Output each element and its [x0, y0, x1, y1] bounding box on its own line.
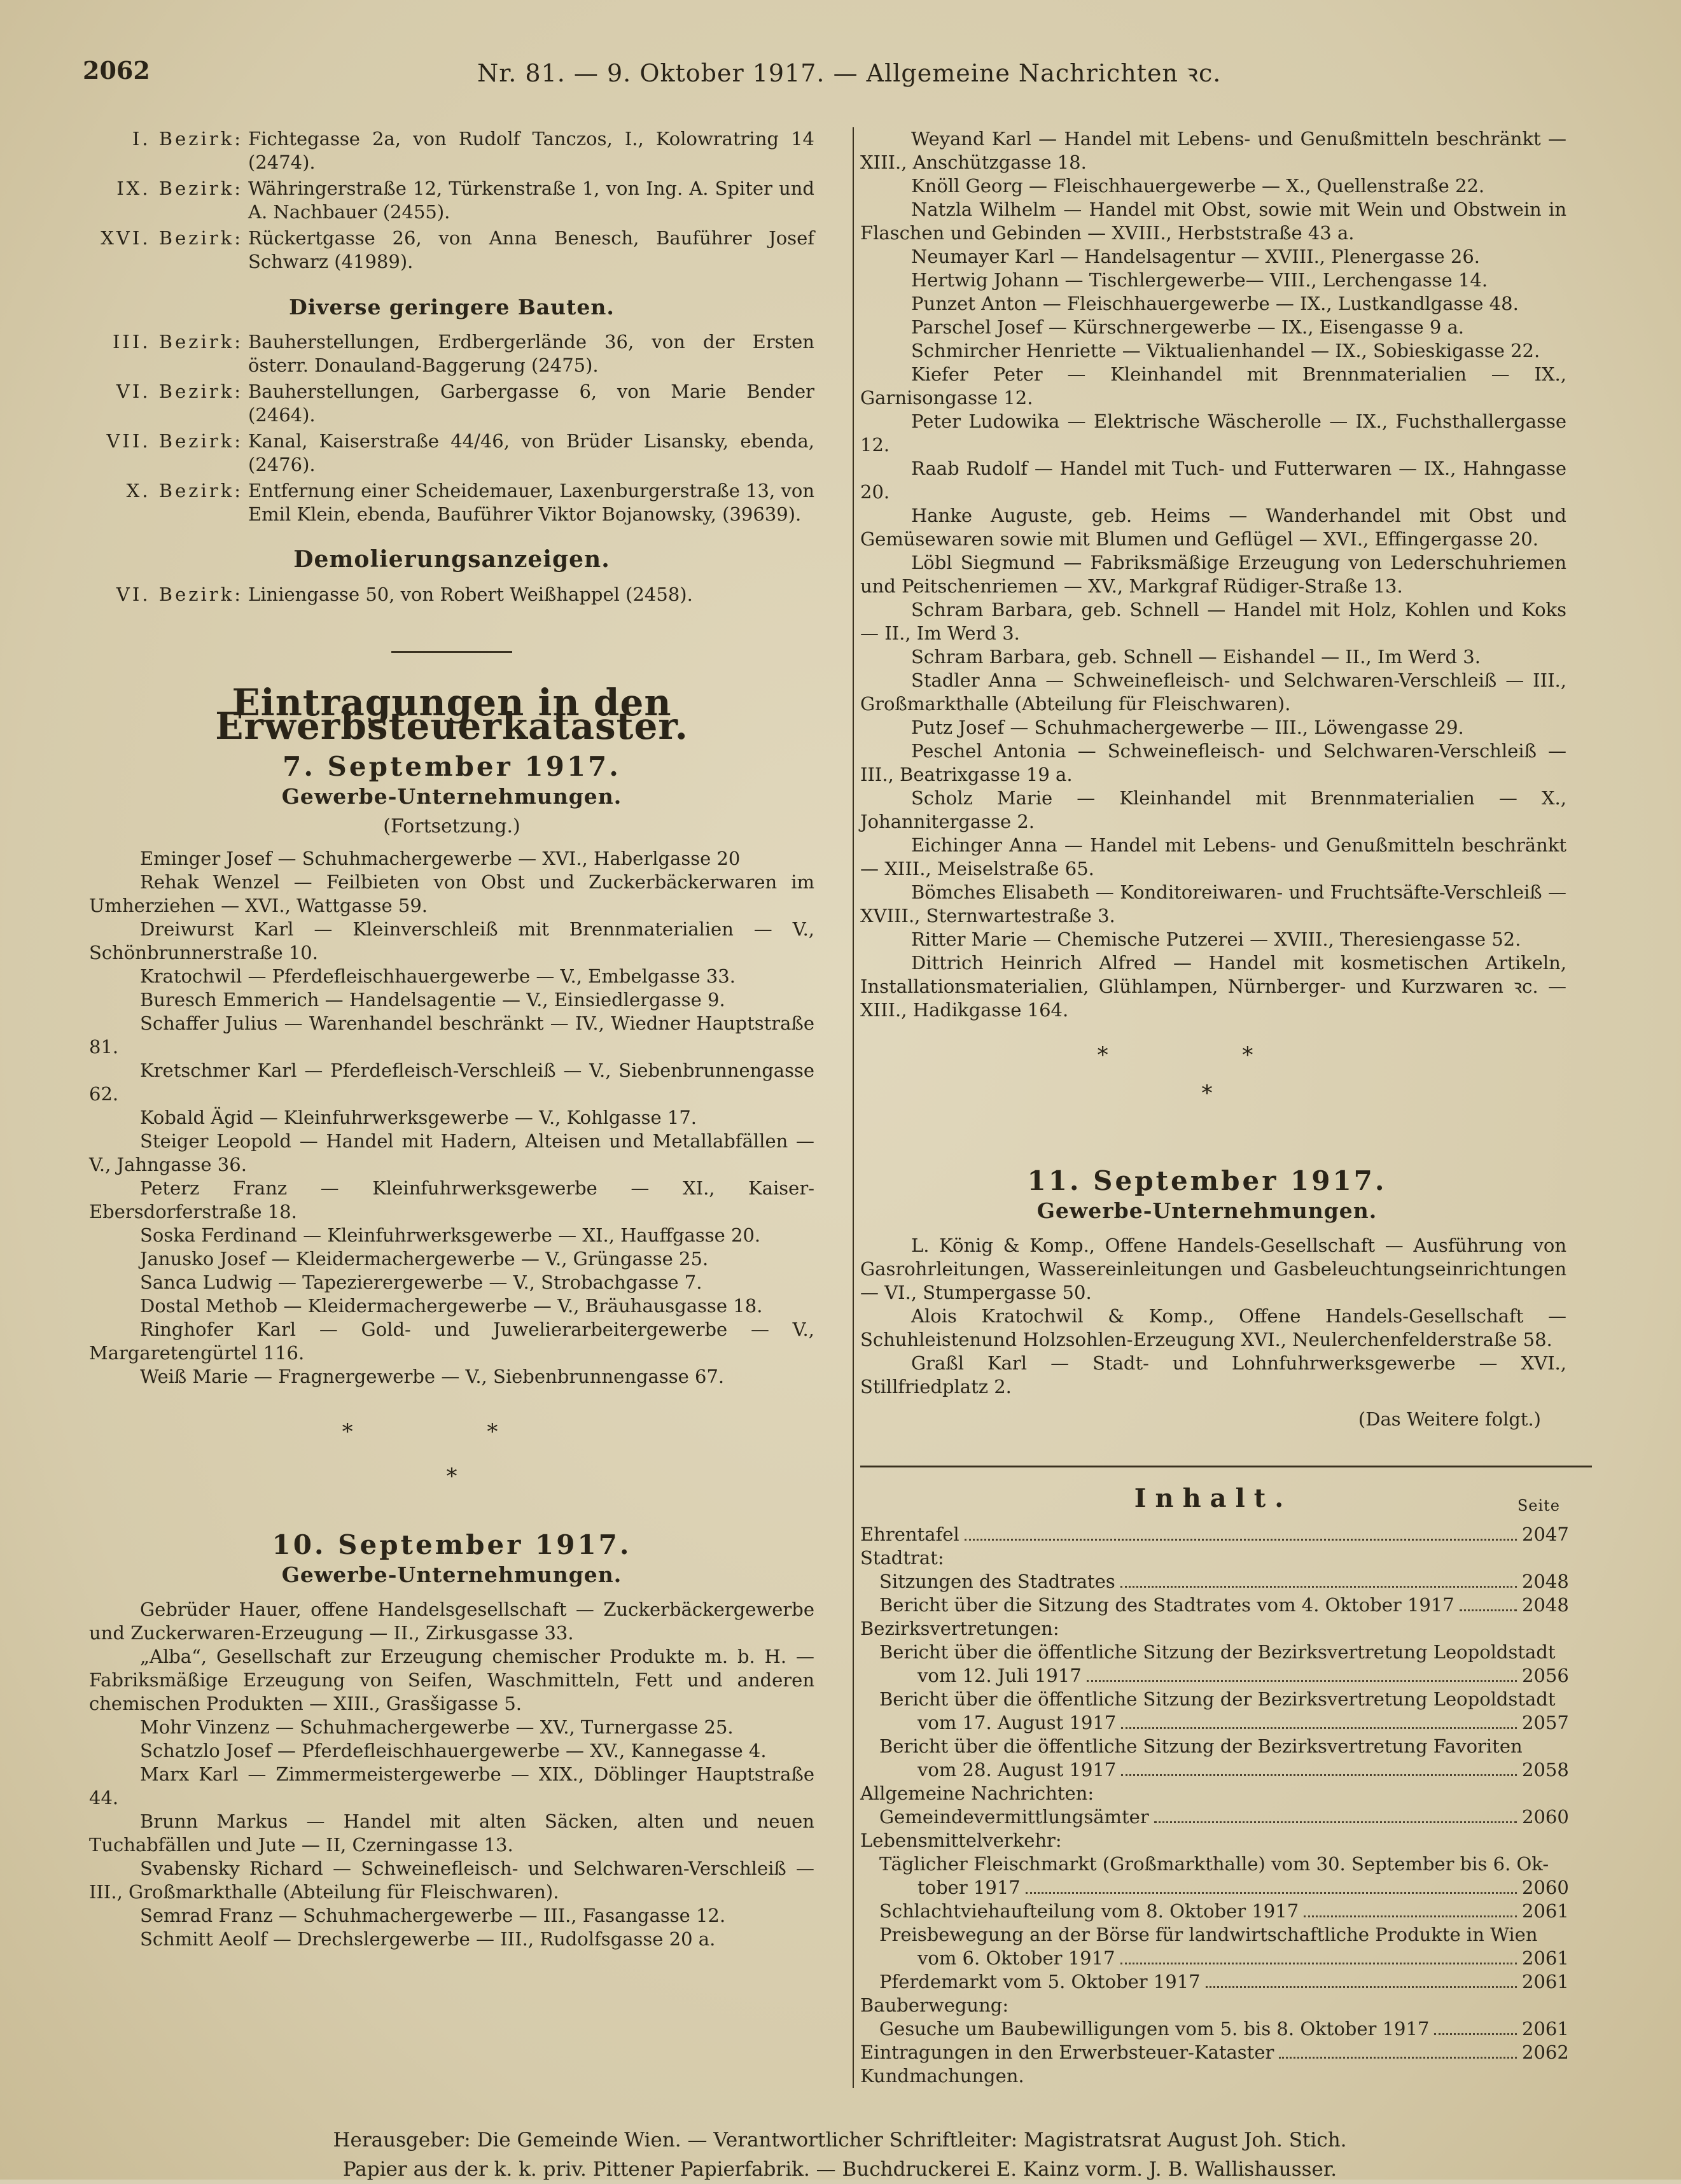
- leader-dots: [1121, 1727, 1517, 1729]
- register-entry: Weyand Karl — Handel mit Lebens- und Genußmitteln beschränkt — XIII., Anschützgasse 18.: [860, 128, 1566, 173]
- contents-entry: [860, 2041, 1569, 2064]
- contents-entry-text: Kundmachungen.: [860, 2065, 1024, 2087]
- contents-entry: [860, 2017, 1569, 2041]
- register-entry: Schatzlo Josef — Pferdefleischhauergewerbe — XV., Kannegasse 4.: [140, 1740, 767, 1761]
- page-header: [83, 56, 1597, 94]
- register-entry: Natzla Wilhelm — Handel mit Obst, sowie mit Wein und Obstwein in Flaschen und Gebinden — XVIII., Herbststraße 43 a.: [860, 199, 1566, 244]
- leader-dots: [965, 1539, 1517, 1541]
- contents-entry: [860, 1523, 1569, 1546]
- register-entry: Kiefer Peter — Kleinhandel mit Brennmaterialien — IX., Garnisongasse 12.: [860, 363, 1566, 409]
- district-label: XVI. Bezirk:: [101, 227, 243, 249]
- sept-7-list: [89, 847, 814, 1389]
- district-entry: [89, 227, 814, 274]
- district-entry: [89, 479, 814, 526]
- register-entry: Steiger Leopold — Handel mit Hadern, Alteisen und Metallabfällen — V., Jahngasse 36.: [89, 1130, 814, 1175]
- register-entry: Dreiwurst Karl — Kleinverschleiß mit Brennmaterialien — V., Schönbrunnerstraße 10.: [89, 918, 814, 963]
- leader-dots: [1087, 1680, 1517, 1682]
- register-entry: Löbl Siegmund — Fabriksmäßige Erzeugung von Lederschuhriemen und Peitschenriemen — XV., Markgraf Rüdiger-Straße 13.: [860, 552, 1566, 597]
- leader-dots: [1304, 1915, 1517, 1917]
- contents-divider: [860, 1466, 1592, 1467]
- district-label: VII. Bezirk:: [106, 430, 243, 452]
- contents-page-number: 2057: [1522, 1712, 1569, 1733]
- register-entry: Dittrich Heinrich Alfred — Handel mit kosmetischen Artikeln, Installationsmaterialien, Glühlampen, Nürnberger- und Kurzwaren ꝛc. — XIII., Hadikgasse 164.: [860, 952, 1566, 1021]
- contents-entry: [860, 1617, 1566, 1641]
- contents-entry-text: Stadtrat:: [860, 1547, 944, 1569]
- register-entry: Peschel Antonia — Schweinefleisch- und Selchwaren-Verschleiß — III., Beatrixgasse 19 a.: [860, 740, 1566, 785]
- contents-page-number: 2061: [1522, 2018, 1569, 2040]
- contents-entry: [860, 1805, 1569, 1829]
- table-of-contents: [847, 1483, 1569, 2088]
- contents-entry-text: Bericht über die öffentliche Sitzung der Bezirksvertretung Leopoldstadt: [879, 1688, 1556, 1710]
- district-text: Liniengasse 50, von Robert Weißhappel (2458).: [248, 584, 693, 605]
- date-heading-sept-11: 11. September 1917.: [1027, 1165, 1387, 1196]
- leader-dots: [1154, 1821, 1517, 1823]
- register-entry: Parschel Josef — Kürschnergewerbe — IX., Eisengasse 9 a.: [911, 316, 1465, 338]
- register-entry: Raab Rudolf — Handel mit Tuch- und Futterwaren — IX., Hahngasse 20.: [860, 458, 1566, 503]
- leader-dots: [1434, 2033, 1517, 2035]
- sept-11-list: [847, 1234, 1566, 1399]
- demolition-heading: Demolierungsanzeigen.: [293, 546, 610, 573]
- contents-list: [860, 1523, 1569, 2088]
- register-entry: Brunn Markus — Handel mit alten Säcken, alten und neuen Tuchabfällen und Jute — II, Czerningasse 13.: [89, 1810, 814, 1856]
- district-text: Währingerstraße 12, Türkenstraße 1, von Ing. A. Spiter und A. Nachbauer (2455).: [248, 178, 814, 223]
- contents-entry-continuation: vom 17. August 1917: [917, 1712, 1117, 1733]
- contents-page-number: 2061: [1522, 1900, 1569, 1922]
- register-entry: Ringhofer Karl — Gold- und Juwelierarbeitergewerbe — V., Margaretengürtel 116.: [89, 1319, 814, 1364]
- contents-entry-text: Eintragungen in den Erwerbsteuer-Kataster: [860, 2041, 1274, 2063]
- contents-entry-text: Gesuche um Baubewilligungen vom 5. bis 8. Oktober 1917: [879, 2018, 1430, 2040]
- register-entry: Janusko Josef — Kleidermachergewerbe — V., Grüngasse 25.: [140, 1248, 709, 1270]
- district-label: III. Bezirk:: [112, 331, 243, 353]
- section-rule: [391, 651, 512, 653]
- contents-page-number: 2060: [1522, 1877, 1569, 1898]
- district-text: Bauherstellungen, Garbergasse 6, von Marie Bender (2464).: [248, 381, 814, 426]
- contents-page-number: 2048: [1522, 1594, 1569, 1616]
- contents-page-number: 2062: [1522, 2041, 1569, 2063]
- leader-dots: [1460, 1609, 1517, 1611]
- register-entry: Scholz Marie — Kleinhandel mit Brennmaterialien — X., Johannitergasse 2.: [860, 787, 1566, 832]
- register-entry: Hanke Auguste, geb. Heims — Wanderhandel mit Obst und Gemüsewaren sowie mit Blumen und Geflügel — XVI., Effingergasse 20.: [860, 505, 1566, 550]
- contents-page-label: Seite: [1517, 1497, 1560, 1515]
- register-entry: Eichinger Anna — Handel mit Lebens- und Genußmitteln beschränkt — XIII., Meiselstraße 65.: [860, 834, 1566, 879]
- register-entry: Marx Karl — Zimmermeistergewerbe — XIX., Döblinger Hauptstraße 44.: [89, 1763, 814, 1809]
- leader-dots: [1121, 1774, 1517, 1776]
- contents-entry-text: Bezirksvertretungen:: [860, 1618, 1059, 1639]
- separator-stars-right: * *: [1097, 1042, 1317, 1068]
- business-heading-sept-7: Gewerbe-Unternehmungen.: [281, 784, 622, 809]
- contents-entry-text: Gemeindevermittlungsämter: [879, 1806, 1149, 1828]
- district-label: IX. Bezirk:: [116, 178, 243, 199]
- register-entry: Gebrüder Hauer, offene Handelsgesellschaft — Zuckerbäckergewerbe und Zuckerwaren-Erzeugung — II., Zirkusgasse 33.: [89, 1599, 814, 1644]
- left-column: [89, 127, 814, 1951]
- contents-entry-continuation: vom 6. Oktober 1917: [917, 1947, 1115, 1969]
- contents-entry-text: Allgemeine Nachrichten:: [860, 1782, 1094, 1804]
- register-entry: Knöll Georg — Fleischhauergewerbe — X., Quellenstraße 22.: [911, 175, 1485, 197]
- sept-10-continued-list: [847, 127, 1566, 1022]
- district-label: I. Bezirk:: [132, 128, 243, 150]
- register-entry: Soska Ferdinand — Kleinfuhrwerksgewerbe — XI., Hauffgasse 20.: [140, 1224, 761, 1246]
- minor-buildings-heading: Diverse geringere Bauten.: [289, 295, 615, 319]
- register-entry: Schram Barbara, geb. Schnell — Eishandel — II., Im Werd 3.: [911, 646, 1481, 668]
- contents-page-number: 2048: [1522, 1571, 1569, 1592]
- district-text: Bauherstellungen, Erdbergerlände 36, von der Ersten österr. Donauland-Baggerung (2475).: [248, 331, 814, 376]
- page-number: 2062: [83, 56, 150, 85]
- district-text: Fichtegasse 2a, von Rudolf Tanczos, I., Kolowratring 14 (2474).: [248, 128, 814, 173]
- contents-entry-text: Schlachtviehaufteilung vom 8. Oktober 1917: [879, 1900, 1299, 1922]
- contents-page-number: 2060: [1522, 1806, 1569, 1828]
- district-entry: [89, 127, 814, 174]
- register-entry: Sanca Ludwig — Tapezierergewerbe — V., Strobachgasse 7.: [140, 1271, 702, 1293]
- district-list: [89, 127, 814, 274]
- district-entry: [89, 430, 814, 477]
- contents-entry-continuation: vom 12. Juli 1917: [917, 1665, 1082, 1686]
- contents-entry-text: Pferdemarkt vom 5. Oktober 1917: [879, 1971, 1201, 1992]
- district-text: Rückertgasse 26, von Anna Benesch, Bauführer Josef Schwarz (41989).: [248, 227, 814, 272]
- contents-entry: [860, 1641, 1569, 1688]
- register-entry: Weiß Marie — Fragnergewerbe — V., Siebenbrunnengasse 67.: [140, 1366, 725, 1387]
- register-entry: Neumayer Karl — Handelsagentur — XVIII., Plenergasse 26.: [911, 246, 1481, 267]
- contents-entry: [860, 1970, 1569, 1994]
- register-entry: L. König & Komp., Offene Handels-Gesellschaft — Ausführung von Gasrohrleitungen, Wassereinleitungen und Gasbeleuchtungseinrichtungen — VI., Stumpergasse 50.: [860, 1235, 1566, 1303]
- register-entry: Dostal Methob — Kleidermachergewerbe — V., Bräuhausgasse 18.: [140, 1295, 763, 1317]
- contents-page-number: 2061: [1522, 1971, 1569, 1992]
- contents-title-text: Inhalt.: [1134, 1483, 1293, 1513]
- district-text: Kanal, Kaiserstraße 44/46, von Brüder Lisansky, ebenda, (2476).: [248, 430, 814, 475]
- continued-note: (Das Weitere folgt.): [1358, 1408, 1541, 1430]
- leader-dots: [1206, 1986, 1517, 1988]
- register-entry: Schmircher Henriette — Viktualienhandel — IX., Sobieskigasse 22.: [911, 340, 1540, 361]
- contents-entry-text: Lebensmittelverkehr:: [860, 1830, 1062, 1851]
- demolition-list: [89, 583, 814, 606]
- minor-buildings-list: [89, 330, 814, 526]
- register-entry: Rehak Wenzel — Feilbieten von Obst und Zuckerbäckerwaren im Umherziehen — XVI., Wattgasse 59.: [89, 871, 814, 916]
- contents-entry-text: Bericht über die öffentliche Sitzung der Bezirksvertretung Favoriten: [879, 1735, 1523, 1757]
- register-entry: Schaffer Julius — Warenhandel beschränkt — IV., Wiedner Hauptstraße 81.: [89, 1012, 814, 1058]
- tax-register-title: Eintragungen in den Erwerbsteuerkataster.: [215, 681, 688, 748]
- contents-entry: [860, 2064, 1566, 2088]
- sept-10-list: [89, 1598, 814, 1951]
- contents-entry: [860, 1994, 1566, 2017]
- leader-dots: [1120, 1963, 1517, 1964]
- register-entry: Schram Barbara, geb. Schnell — Handel mit Holz, Kohlen und Koks — II., Im Werd 3.: [860, 599, 1566, 644]
- right-column: [853, 127, 1569, 2088]
- register-entry: Hertwig Johann — Tischlergewerbe— VIII., Lerchengasse 14.: [911, 269, 1488, 291]
- district-entry: [89, 330, 814, 377]
- contents-page-number: 2056: [1522, 1665, 1569, 1686]
- business-heading-sept-11: Gewerbe-Unternehmungen.: [1036, 1198, 1378, 1223]
- register-entry: Kobald Ägid — Kleinfuhrwerksgewerbe — V., Kohlgasse 17.: [140, 1107, 697, 1128]
- district-label: VI. Bezirk:: [116, 584, 243, 605]
- contents-page-number: 2061: [1522, 1947, 1569, 1969]
- register-entry: „Alba“, Gesellschaft zur Erzeugung chemischer Produkte m. b. H. — Fabriksmäßige Erzeugung von Seifen, Waschmitteln, Fett und anderen chemischen Produkten — XIII., Grasšigasse 5.: [89, 1646, 814, 1714]
- contents-entry-text: Bericht über die öffentliche Sitzung der Bezirksvertretung Leopoldstadt: [879, 1641, 1556, 1663]
- contents-entry: [860, 1852, 1569, 1900]
- register-entry: Peter Ludowika — Elektrische Wäscherolle — IX., Fuchsthallergasse 12.: [860, 410, 1566, 456]
- page-title: Nr. 81. — 9. Oktober 1917. — Allgemeine Nachrichten ꝛc.: [477, 59, 1222, 87]
- register-entry: Mohr Vinzenz — Schuhmachergewerbe — XV., Turnergasse 25.: [140, 1716, 734, 1738]
- contents-entry: [860, 1570, 1569, 1593]
- register-entry: Kratochwil — Pferdefleischhauergewerbe — V., Embelgasse 33.: [140, 965, 736, 987]
- contents-entry-continuation: tober 1917: [917, 1877, 1021, 1898]
- contents-entry-text: Täglicher Fleischmarkt (Großmarkthalle) vom 30. September bis 6. Ok-: [879, 1853, 1549, 1875]
- contents-entry: [860, 1829, 1566, 1852]
- contents-title: [860, 1483, 1566, 1515]
- district-text: Entfernung einer Scheidemauer, Laxenburgerstraße 13, von Emil Klein, ebenda, Bauführer Viktor Bojanowsky, (39639).: [248, 480, 814, 525]
- register-entry: Graßl Karl — Stadt- und Lohnfuhrwerksgewerbe — XVI., Stillfriedplatz 2.: [860, 1352, 1566, 1397]
- register-entry: Stadler Anna — Schweinefleisch- und Selchwaren-Verschleiß — III., Großmarkthalle (Abteilung für Fleischwaren).: [860, 669, 1566, 715]
- register-entry: Semrad Franz — Schuhmachergewerbe — III., Fasangasse 12.: [140, 1905, 726, 1926]
- contents-entry: [860, 1782, 1566, 1805]
- contents-entry-text: Bericht über die Sitzung des Stadtrates vom 4. Oktober 1917: [879, 1594, 1454, 1616]
- date-heading-sept-10: 10. September 1917.: [272, 1529, 632, 1560]
- register-entry: Putz Josef — Schuhmachergewerbe — III., Löwengasse 29.: [911, 717, 1464, 738]
- leader-dots: [1026, 1892, 1517, 1894]
- contents-entry-text: Preisbewegung an der Börse für landwirtschaftliche Produkte in Wien: [879, 1924, 1538, 1945]
- business-heading-sept-10: Gewerbe-Unternehmungen.: [281, 1562, 622, 1587]
- register-entry: Alois Kratochwil & Komp., Offene Handels-Gesellschaft — Schuhleistenund Holzsohlen-Erzeugung XVI., Neulerchenfelderstraße 58.: [860, 1305, 1566, 1350]
- contents-entry: [860, 1923, 1569, 1970]
- contents-page-number: 2058: [1522, 1759, 1569, 1781]
- contents-entry-text: Sitzungen des Stadtrates: [879, 1571, 1115, 1592]
- register-entry: Bömches Elisabeth — Konditoreiwaren- und Fruchtsäfte-Verschleiß — XVIII., Sternwartestraße 3.: [860, 881, 1566, 927]
- register-entry: Svabensky Richard — Schweinefleisch- und Selchwaren-Verschleiß — III., Großmarkthalle (Abteilung für Fleischwaren).: [89, 1858, 814, 1903]
- register-entry: Peterz Franz — Kleinfuhrwerksgewerbe — XI., Kaiser-Ebersdorferstraße 18.: [89, 1177, 814, 1222]
- leader-dots: [1279, 2057, 1517, 2059]
- date-heading-sept-7: 7. September 1917.: [282, 751, 621, 782]
- district-label: VI. Bezirk:: [116, 381, 243, 402]
- register-entry: Buresch Emmerich — Handelsagentie — V., Einsiedlergasse 9.: [140, 989, 725, 1011]
- register-entry: Kretschmer Karl — Pferdefleisch-Verschleiß — V., Siebenbrunnengasse 62.: [89, 1060, 814, 1105]
- leader-dots: [1120, 1586, 1517, 1588]
- printer-line: Papier aus der k. k. priv. Pittener Papierfabrik. — Buchdruckerei E. Kainz vorm. J. B. Wallishausser.: [342, 2158, 1337, 2181]
- contents-entry-text: Ehrentafel: [860, 1523, 959, 1545]
- register-entry: Schmitt Aeolf — Drechslergewerbe — III., Rudolfsgasse 20 a.: [140, 1928, 716, 1950]
- contents-page-number: 2047: [1522, 1523, 1569, 1545]
- district-entry: [89, 380, 814, 427]
- register-entry: Ritter Marie — Chemische Putzerei — XVIII., Theresiengasse 52.: [911, 928, 1521, 950]
- contents-entry: [860, 1688, 1569, 1735]
- separator-stars: * *: [342, 1419, 562, 1445]
- contents-entry: [860, 1735, 1569, 1782]
- contents-entry-text: Bauberwegung:: [860, 1994, 1009, 2016]
- register-entry: Punzet Anton — Fleischhauergewerbe — IX., Lustkandlgasse 48.: [911, 293, 1519, 314]
- contents-entry-continuation: vom 28. August 1917: [917, 1759, 1117, 1781]
- separator-star-right: *: [1201, 1081, 1213, 1106]
- contents-entry: [860, 1546, 1566, 1570]
- district-entry: [89, 177, 814, 224]
- separator-star: *: [446, 1464, 457, 1489]
- contents-entry: [860, 1593, 1569, 1617]
- contents-entry: [860, 1900, 1569, 1923]
- district-entry: [89, 583, 814, 606]
- continuation-note: (Fortsetzung.): [383, 815, 520, 837]
- register-entry: Eminger Josef — Schuhmachergewerbe — XVI., Haberlgasse 20: [140, 848, 741, 869]
- publisher-line: Herausgeber: Die Gemeinde Wien. — Verantwortlicher Schriftleiter: Magistratsrat August Joh. Stich.: [333, 2129, 1347, 2152]
- district-label: X. Bezirk:: [126, 480, 243, 501]
- page-footer: [83, 2125, 1597, 2184]
